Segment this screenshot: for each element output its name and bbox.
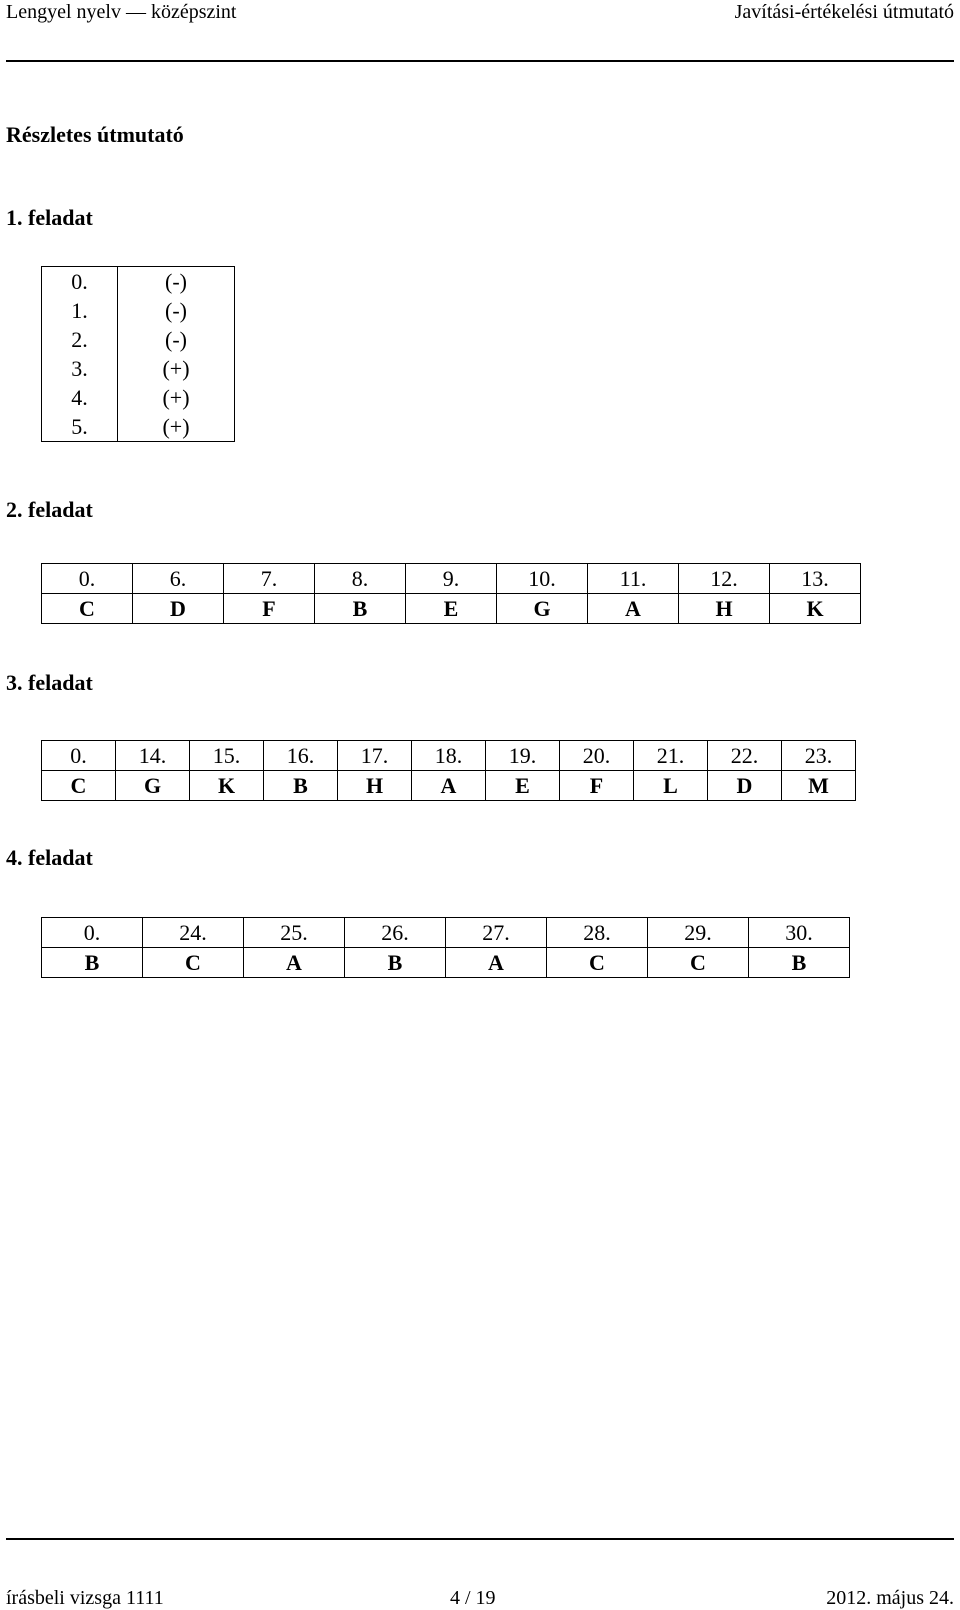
task1-item-number: 3. [42, 354, 118, 383]
task1-row [42, 354, 235, 383]
task3-item-number: 17. [338, 741, 412, 771]
task4-item-number: 28. [547, 918, 648, 948]
header-doc-type: Javítási-értékelési útmutató [734, 1, 954, 23]
task4-item-number: 30. [749, 918, 850, 948]
task1-item-number: 1. [42, 296, 118, 325]
footer-page-number: 4 / 19 [450, 1587, 496, 1609]
task1-title: 1. feladat [6, 205, 93, 230]
task4-item-number: 25. [244, 918, 345, 948]
task4-item-number: 29. [648, 918, 749, 948]
task2-item-answer: F [224, 594, 315, 624]
task1-item-number: 4. [42, 383, 118, 412]
task2-item-answer: C [42, 594, 133, 624]
task3-title: 3. feladat [6, 670, 93, 695]
task3-item-answer: B [264, 771, 338, 801]
task2-item-answer: K [770, 594, 861, 624]
task2-item-answer: A [588, 594, 679, 624]
task2-item-number: 0. [42, 564, 133, 594]
task2-item-number: 11. [588, 564, 679, 594]
task3-item-answer: M [782, 771, 856, 801]
task4-item-answer: C [143, 948, 244, 978]
task2-item-number: 10. [497, 564, 588, 594]
task2-answers-row [42, 594, 861, 624]
task3-item-number: 20. [560, 741, 634, 771]
task3-answers-row [42, 771, 856, 801]
task4-item-number: 0. [42, 918, 143, 948]
task1-row [42, 383, 235, 412]
footer-date: 2012. május 24. [826, 1587, 954, 1609]
task2-item-number: 13. [770, 564, 861, 594]
task3-item-answer: A [412, 771, 486, 801]
task4-title: 4. feladat [6, 845, 93, 870]
task3-numbers-row [42, 741, 856, 771]
task3-item-answer: F [560, 771, 634, 801]
task4-item-answer: B [345, 948, 446, 978]
task1-item-answer: (+) [118, 383, 235, 412]
task3-item-number: 22. [708, 741, 782, 771]
task3-item-answer: G [116, 771, 190, 801]
task2-item-answer: E [406, 594, 497, 624]
page-header [6, 0, 954, 62]
task1-item-answer: (-) [118, 325, 235, 354]
task2-item-answer: B [315, 594, 406, 624]
task1-row [42, 267, 235, 297]
task1-item-answer: (+) [118, 354, 235, 383]
task2-item-number: 7. [224, 564, 315, 594]
task4-numbers-row [42, 918, 850, 948]
page-title: Részletes útmutató [6, 122, 184, 147]
task1-row [42, 296, 235, 325]
task3-item-number: 15. [190, 741, 264, 771]
task3-item-answer: L [634, 771, 708, 801]
task3-item-number: 0. [42, 741, 116, 771]
task2-item-number: 9. [406, 564, 497, 594]
task4-table [41, 917, 850, 978]
task3-item-number: 16. [264, 741, 338, 771]
task4-item-answer: B [749, 948, 850, 978]
task4-item-number: 24. [143, 918, 244, 948]
task2-item-number: 6. [133, 564, 224, 594]
task3-item-number: 18. [412, 741, 486, 771]
footer-exam: írásbeli vizsga 1111 [6, 1587, 164, 1609]
task1-item-number: 5. [42, 412, 118, 442]
task1-item-answer: (+) [118, 412, 235, 442]
task4-item-answer: B [42, 948, 143, 978]
task1-item-number: 0. [42, 267, 118, 297]
task3-table [41, 740, 856, 801]
task4-item-answer: C [547, 948, 648, 978]
task4-item-answer: C [648, 948, 749, 978]
task3-item-answer: D [708, 771, 782, 801]
task3-item-answer: H [338, 771, 412, 801]
task3-item-number: 19. [486, 741, 560, 771]
task3-item-number: 14. [116, 741, 190, 771]
task2-item-answer: H [679, 594, 770, 624]
task2-item-answer: D [133, 594, 224, 624]
task2-title: 2. feladat [6, 497, 93, 522]
task4-item-answer: A [244, 948, 345, 978]
task4-answers-row [42, 948, 850, 978]
task4-item-answer: A [446, 948, 547, 978]
task3-item-number: 21. [634, 741, 708, 771]
task1-item-answer: (-) [118, 296, 235, 325]
task2-item-answer: G [497, 594, 588, 624]
task2-item-number: 12. [679, 564, 770, 594]
header-subject: Lengyel nyelv — középszint [6, 1, 237, 23]
task1-item-number: 2. [42, 325, 118, 354]
task3-item-answer: E [486, 771, 560, 801]
task1-item-answer: (-) [118, 267, 235, 297]
task3-item-answer: K [190, 771, 264, 801]
page-footer [6, 1538, 954, 1610]
task4-item-number: 27. [446, 918, 547, 948]
task1-row [42, 325, 235, 354]
task2-table [41, 563, 861, 624]
task3-item-answer: C [42, 771, 116, 801]
task4-item-number: 26. [345, 918, 446, 948]
task1-table [41, 266, 235, 442]
task2-item-number: 8. [315, 564, 406, 594]
task2-numbers-row [42, 564, 861, 594]
task1-row [42, 412, 235, 442]
task3-item-number: 23. [782, 741, 856, 771]
